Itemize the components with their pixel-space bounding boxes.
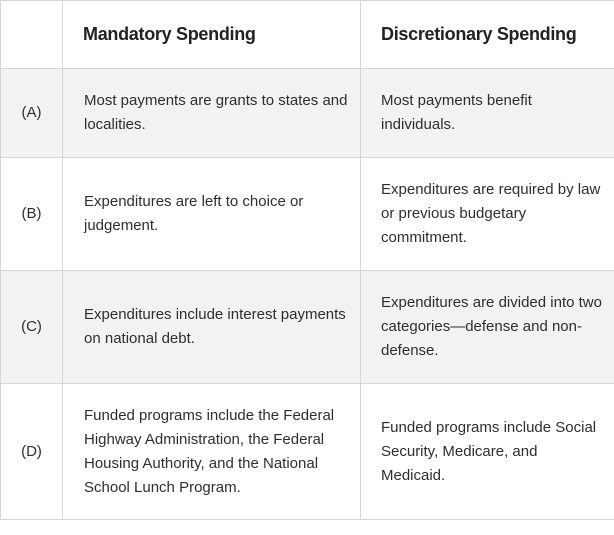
table-row-b [1, 158, 614, 271]
discretionary-cell: Expenditures are divided into two categories—defense and non-defense. [361, 271, 614, 384]
row-label: (C) [1, 271, 63, 384]
header-corner-cell [1, 1, 63, 69]
table-row-a [1, 69, 614, 158]
discretionary-cell: Expenditures are required by law or previous budgetary commitment. [361, 158, 614, 271]
table-row-c [1, 271, 614, 384]
row-label: (A) [1, 69, 63, 158]
header-mandatory-spending: Mandatory Spending [63, 1, 361, 69]
discretionary-cell: Funded programs include Social Security, Medicare, and Medicaid. [361, 384, 614, 520]
mandatory-cell: Expenditures are left to choice or judgement. [63, 158, 361, 271]
table-header-row [1, 1, 614, 69]
mandatory-cell: Funded programs include the Federal Highway Administration, the Federal Housing Authority, and the National School Lunch Program. [63, 384, 361, 520]
mandatory-cell: Expenditures include interest payments on national debt. [63, 271, 361, 384]
row-label: (B) [1, 158, 63, 271]
row-label: (D) [1, 384, 63, 520]
mandatory-cell: Most payments are grants to states and localities. [63, 69, 361, 158]
table-row-d [1, 384, 614, 520]
discretionary-cell: Most payments benefit individuals. [361, 69, 614, 158]
header-discretionary-spending: Discretionary Spending [361, 1, 614, 69]
